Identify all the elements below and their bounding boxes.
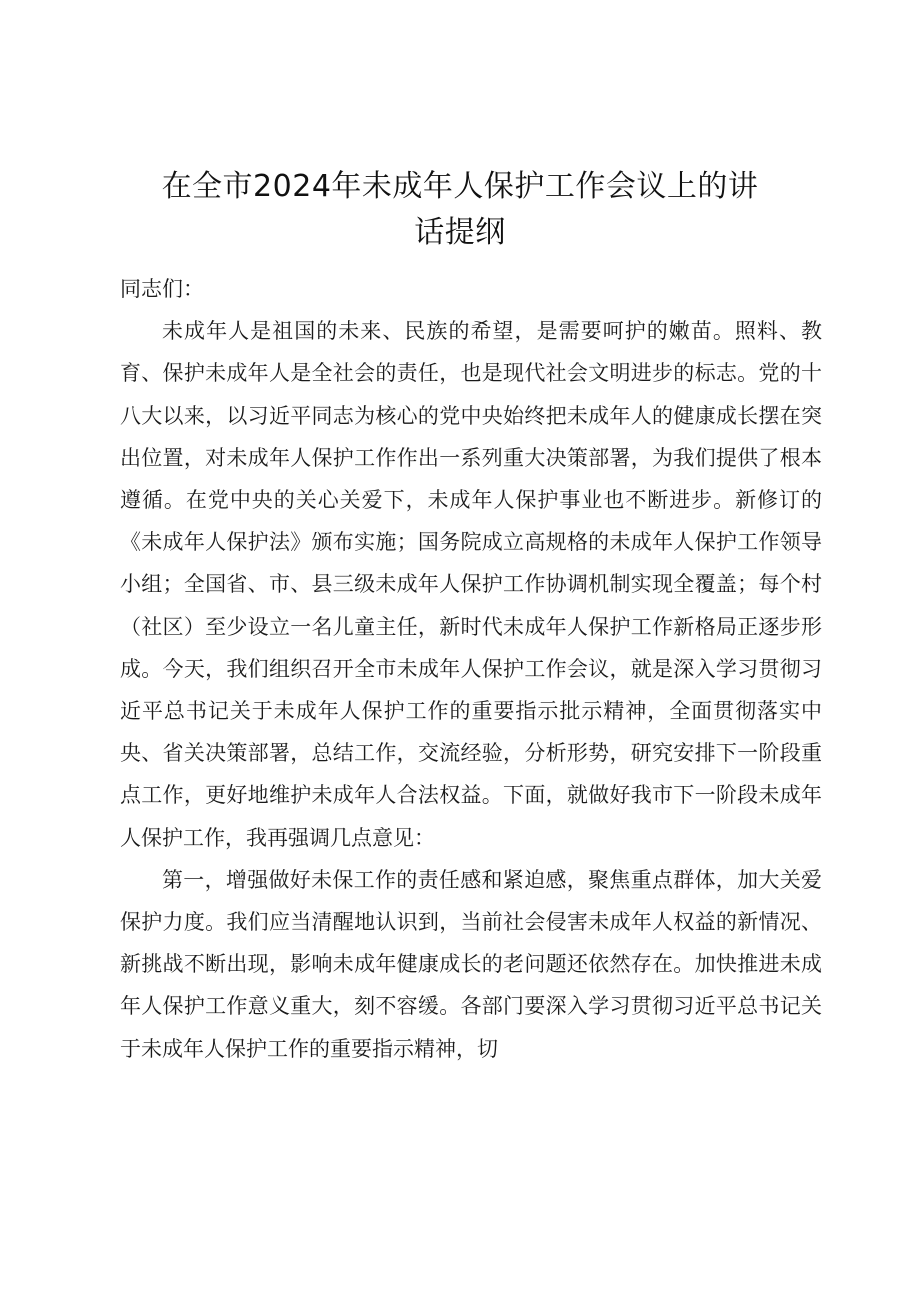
greeting: 同志们：: [120, 277, 204, 301]
paragraph-first-point: 第一，增强做好未保工作的责任感和紧迫感，聚焦重点群体，加大关爱保护力度。我们应当清醒地认识到，当前社会侵害未成年人权益的新情况、新挑战不断出现，影响未成年健康成长的老问题还依然存在。加快推进未成年人保护工作意义重大，刻不容缓。各部门要深入学习贯彻习近平总书记关于未成年人保护工作的重要指示精神，切: [120, 867, 822, 1061]
document-title: [110, 164, 810, 256]
document-body: [120, 268, 822, 1070]
title-line-2: 话提纲: [414, 215, 506, 250]
paragraph-intro: 未成年人是祖国的未来、民族的希望，是需要呵护的嫩苗。照料、教育、保护未成年人是全社会的责任，也是现代社会文明进步的标志。党的十八大以来，以习近平同志为核心的党中央始终把未成年人的健康成长摆在突出位置，对未成年人保护工作作出一系列重大决策部署，为我们提供了根本遵循。在党中央的关心关爱下，未成年人保护事业也不断进步。新修订的《未成年人保护法》颁布实施；国务院成立高规格的未成年人保护工作领导小组；全国省、市、县三级未成年人保护工作协调机制实现全覆盖；每个村（社区）至少设立一名儿童主任，新时代未成年人保护工作新格局正逐步形成。今天，我们组织召开全市未成年人保护工作会议，就是深入学习贯彻习近平总书记关于未成年人保护工作的重要指示批示精神，全面贯彻落实中央、省关决策部署，总结工作，交流经验，分析形势，研究安排下一阶段重点工作，更好地维护未成年人合法权益。下面，就做好我市下一阶段未成年人保护工作，我再强调几点意见：: [120, 319, 822, 850]
title-line-1: 在全市2024年未成年人保护工作会议上的讲: [161, 169, 759, 204]
